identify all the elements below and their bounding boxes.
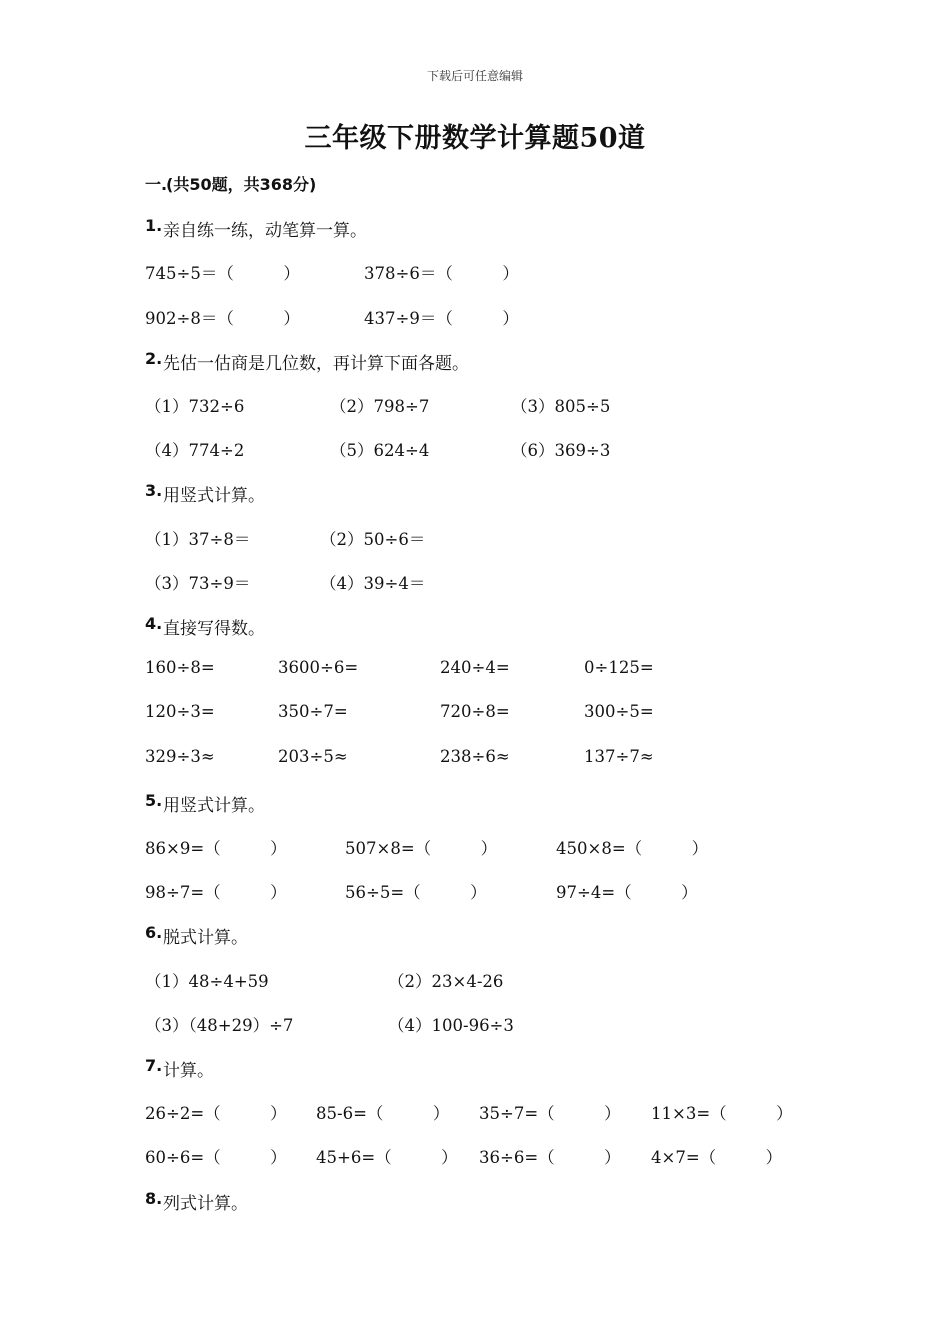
question-heading [0,923,950,949]
problem-row [0,1144,950,1170]
problem-row [0,260,950,286]
problem-item: 3600÷6= [278,658,359,678]
problem-item: 437÷9＝（ ） [364,308,519,328]
question-prompt: 先估一估商是几位数，再计算下面各题。 [163,353,469,374]
question-heading [0,349,950,375]
problem-item: 120÷3= [145,702,215,722]
problem-item: 35÷7=（ ） [479,1104,621,1124]
question-heading [0,1056,950,1082]
problem-item: （4）774÷2 [145,441,245,461]
page-title: 三年级下册数学计算题50道 [304,123,646,154]
problem-item: （3）73÷9＝ [145,573,251,593]
problem-item: （4）39÷4＝ [320,573,426,593]
question-number: 3. [145,481,163,501]
question-number: 6. [145,923,163,943]
problem-row [0,658,950,684]
problem-row [0,1100,950,1126]
problem-row [0,526,950,552]
problem-item: 238÷6≈ [440,746,510,766]
header-note: 下载后可任意编辑 [426,69,523,83]
problem-item: 60÷6=（ ） [145,1148,287,1168]
problem-item: （2）798÷7 [330,397,430,416]
problem-item: （3）805÷5 [511,397,611,416]
problem-item: 97÷4=（ ） [556,883,698,903]
question-prompt: 直接写得数。 [163,619,265,639]
problem-row [0,393,950,419]
problem-item: 160÷8= [145,658,215,678]
question-heading [0,791,950,817]
problem-item: 745÷5＝（ ） [145,264,300,284]
problem-item: 36÷6=（ ） [479,1148,621,1168]
problem-item: 45+6=（ ） [316,1148,458,1168]
problem-item: 902÷8＝（ ） [145,308,300,328]
problem-item: 300÷5= [584,702,654,722]
problem-item: 56÷5=（ ） [345,883,487,903]
problem-item: 507×8=（ ） [345,839,498,858]
question-prompt: 脱式计算。 [163,928,248,949]
problem-item: （1）732÷6 [145,397,245,416]
problem-item: 240÷4= [440,658,510,678]
problem-item: 4×7=（ ） [651,1148,783,1168]
problem-row [0,437,950,463]
problem-item: 329÷3≈ [145,746,215,766]
problem-item: 720÷8= [440,702,510,722]
problem-item: （2）23×4-26 [388,971,504,991]
question-number: 7. [145,1056,163,1075]
problem-item: 0÷125= [584,658,654,678]
problem-item: 85-6=（ ） [316,1104,450,1124]
problem-item: （5）624÷4 [330,441,430,461]
problem-item: 86×9=（ ） [145,839,287,858]
problem-row [0,570,950,596]
problem-item: （1）37÷8＝ [145,529,251,549]
section-heading [0,172,950,198]
problem-item: 378÷6＝（ ） [364,264,519,284]
problem-row [0,968,950,994]
problem-row [0,1012,950,1038]
question-number: 4. [145,614,163,633]
question-number: 2. [145,348,163,368]
problem-item: （4）100-96÷3 [388,1015,514,1035]
problem-row [0,835,950,861]
question-heading [0,1189,950,1215]
question-number: 5. [145,790,163,810]
question-prompt: 亲自练一练，动笔算一算。 [163,221,367,242]
question-heading [0,614,950,640]
problem-item: 11×3=（ ） [651,1104,793,1124]
problem-item: （6）369÷3 [511,441,611,461]
problem-row [0,879,950,905]
question-heading [0,481,950,507]
question-heading [0,216,950,242]
problem-item: 203÷5≈ [278,746,348,766]
problem-item: 98÷7=（ ） [145,883,287,903]
section-text: (共50题，共368分) [166,175,317,194]
question-prompt: 计算。 [163,1061,214,1081]
question-number: 8. [145,1188,163,1208]
problem-item: 350÷7= [278,702,348,722]
question-number: 1. [145,216,163,236]
problem-item: （1）48÷4+59 [145,971,269,991]
problem-row [0,305,950,331]
question-prompt: 用竖式计算。 [163,795,265,816]
problem-row [0,747,950,773]
problem-row [0,702,950,728]
problem-item: 450×8=（ ） [556,839,709,858]
problem-item: 26÷2=（ ） [145,1104,287,1124]
problem-item: （3）（48+29）÷7 [145,1015,294,1035]
question-prompt: 列式计算。 [163,1193,248,1214]
problem-item: 137÷7≈ [584,746,654,766]
section-label: 一. [145,175,168,194]
question-prompt: 用竖式计算。 [163,486,265,507]
problem-item: （2）50÷6＝ [320,529,426,549]
